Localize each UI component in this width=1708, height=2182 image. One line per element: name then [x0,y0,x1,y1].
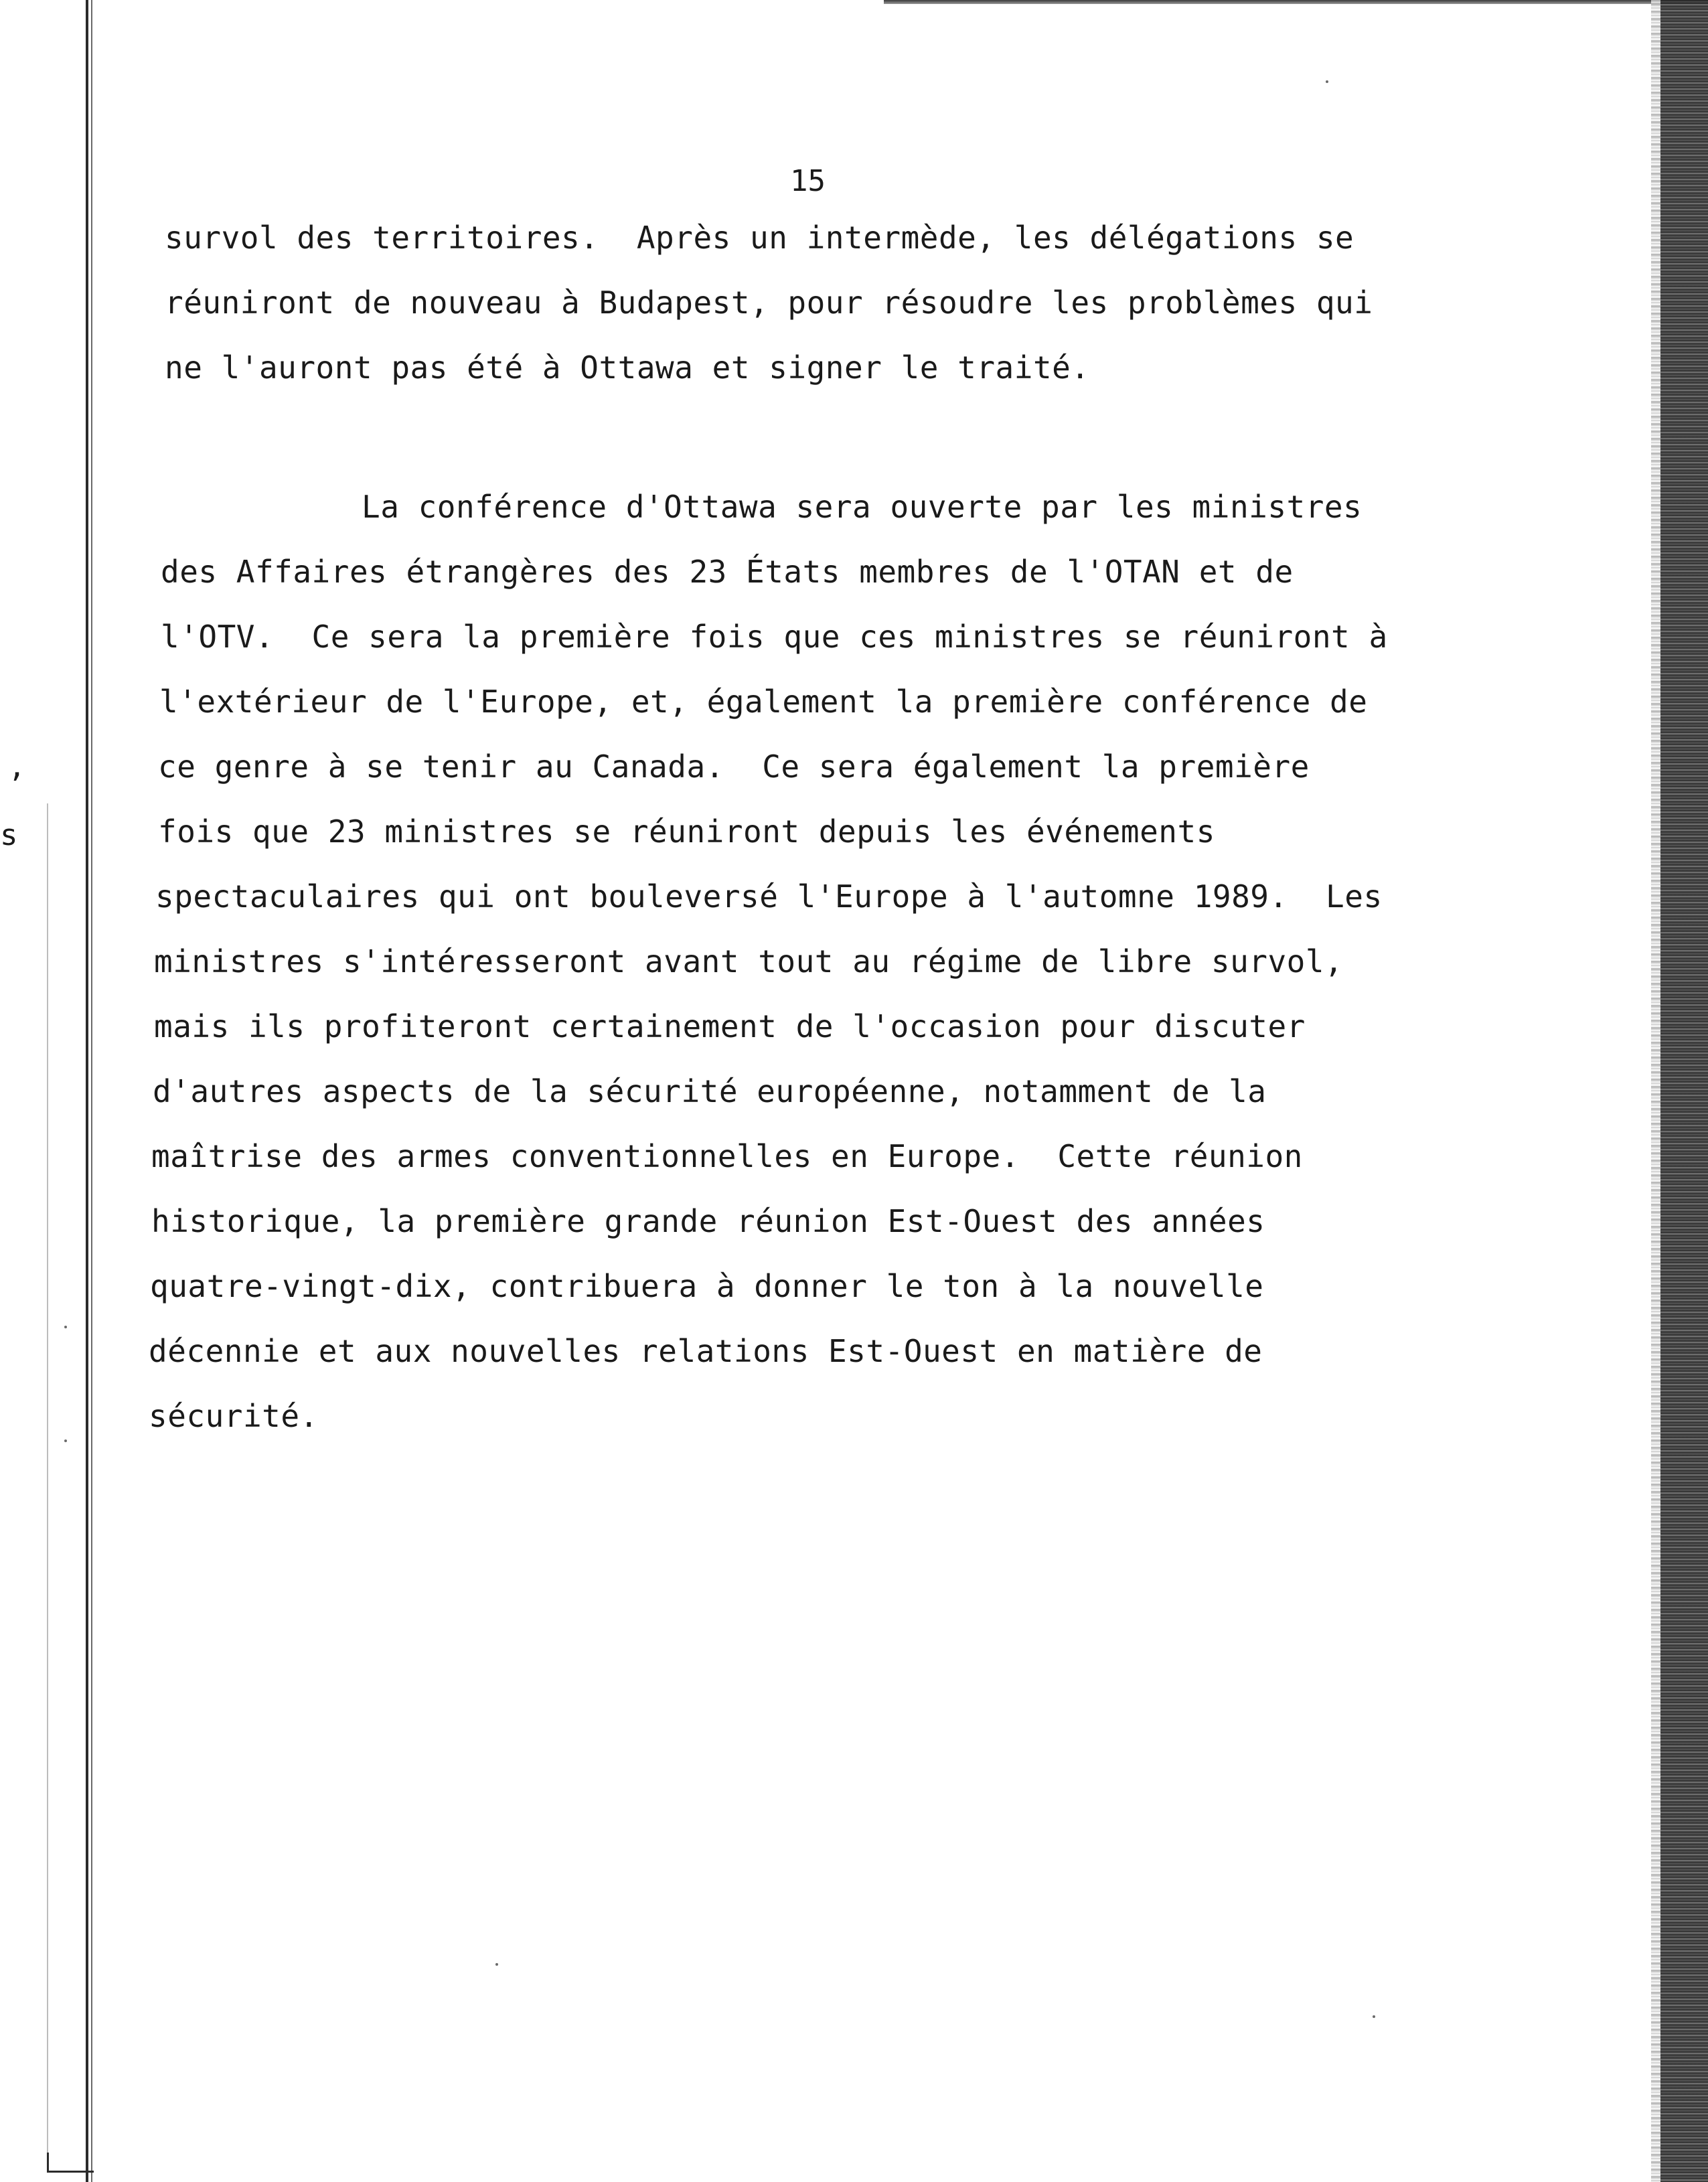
left-binding-edge [86,0,92,2182]
paragraph-1-line-2: réuniront de nouveau à Budapest, pour résoudre les problèmes qui [165,285,1373,321]
paragraph-2-line-6: fois que 23 ministres se réuniront depuis les événements [158,813,1215,850]
margin-mark-comma: , [8,750,26,784]
paragraph-2-line-10: d'autres aspects de la sécurité européenne, notamment de la [153,1073,1267,1109]
margin-mark-s: s [0,818,18,852]
scan-speck [1373,2015,1375,2018]
paragraph-1-line-1: survol des territoires. Après un intermède, les délégations se [165,220,1354,256]
paragraph-2-line-3: l'OTV. Ce sera la première fois que ces ministres se réuniront à [161,619,1388,655]
paragraph-2-line-5: ce genre à se tenir au Canada. Ce sera également la première [158,749,1310,785]
paragraph-2-line-2: des Affaires étrangères des 23 États membres de l'OTAN et de [161,554,1294,590]
paragraph-2-line-14: décennie et aux nouvelles relations Est-Ouest en matière de [149,1333,1263,1369]
paragraph-2-line-15: sécurité. [149,1398,319,1434]
scan-speck [64,1326,67,1328]
paragraph-2-line-1: La conférence d'Ottawa sera ouverte par les ministres [362,489,1363,525]
right-scan-edge-inner [1651,0,1660,2182]
scan-speck [64,1439,67,1442]
paragraph-2-line-7: spectaculaires qui ont bouleversé l'Europe à l'automne 1989. Les [155,878,1383,915]
paragraph-2-line-9: mais ils profiteront certainement de l'occasion pour discuter [154,1008,1306,1044]
paragraph-2-line-13: quatre-vingt-dix, contribuera à donner le ton à la nouvelle [150,1268,1264,1304]
paragraph-2-line-8: ministres s'intéresseront avant tout au régime de libre survol, [154,943,1344,980]
right-scan-edge [1660,0,1708,2182]
paragraph-2-line-11: maîtrise des armes conventionnelles en Europe. Cette réunion [151,1138,1303,1174]
scan-speck [495,1963,498,1966]
paragraph-2-line-12: historique, la première grande réunion Est-Ouest des années [151,1203,1265,1239]
left-binding-corner [47,2153,94,2173]
left-margin-rule [47,803,48,2153]
paragraph-2-line-4: l'extérieur de l'Europe, et, également la première conférence de [159,684,1368,720]
top-scan-edge [884,0,1708,4]
page-number: 15 [790,164,826,198]
paragraph-1-line-3: ne l'auront pas été à Ottawa et signer le traité. [165,349,1090,386]
scan-speck [1326,80,1328,83]
